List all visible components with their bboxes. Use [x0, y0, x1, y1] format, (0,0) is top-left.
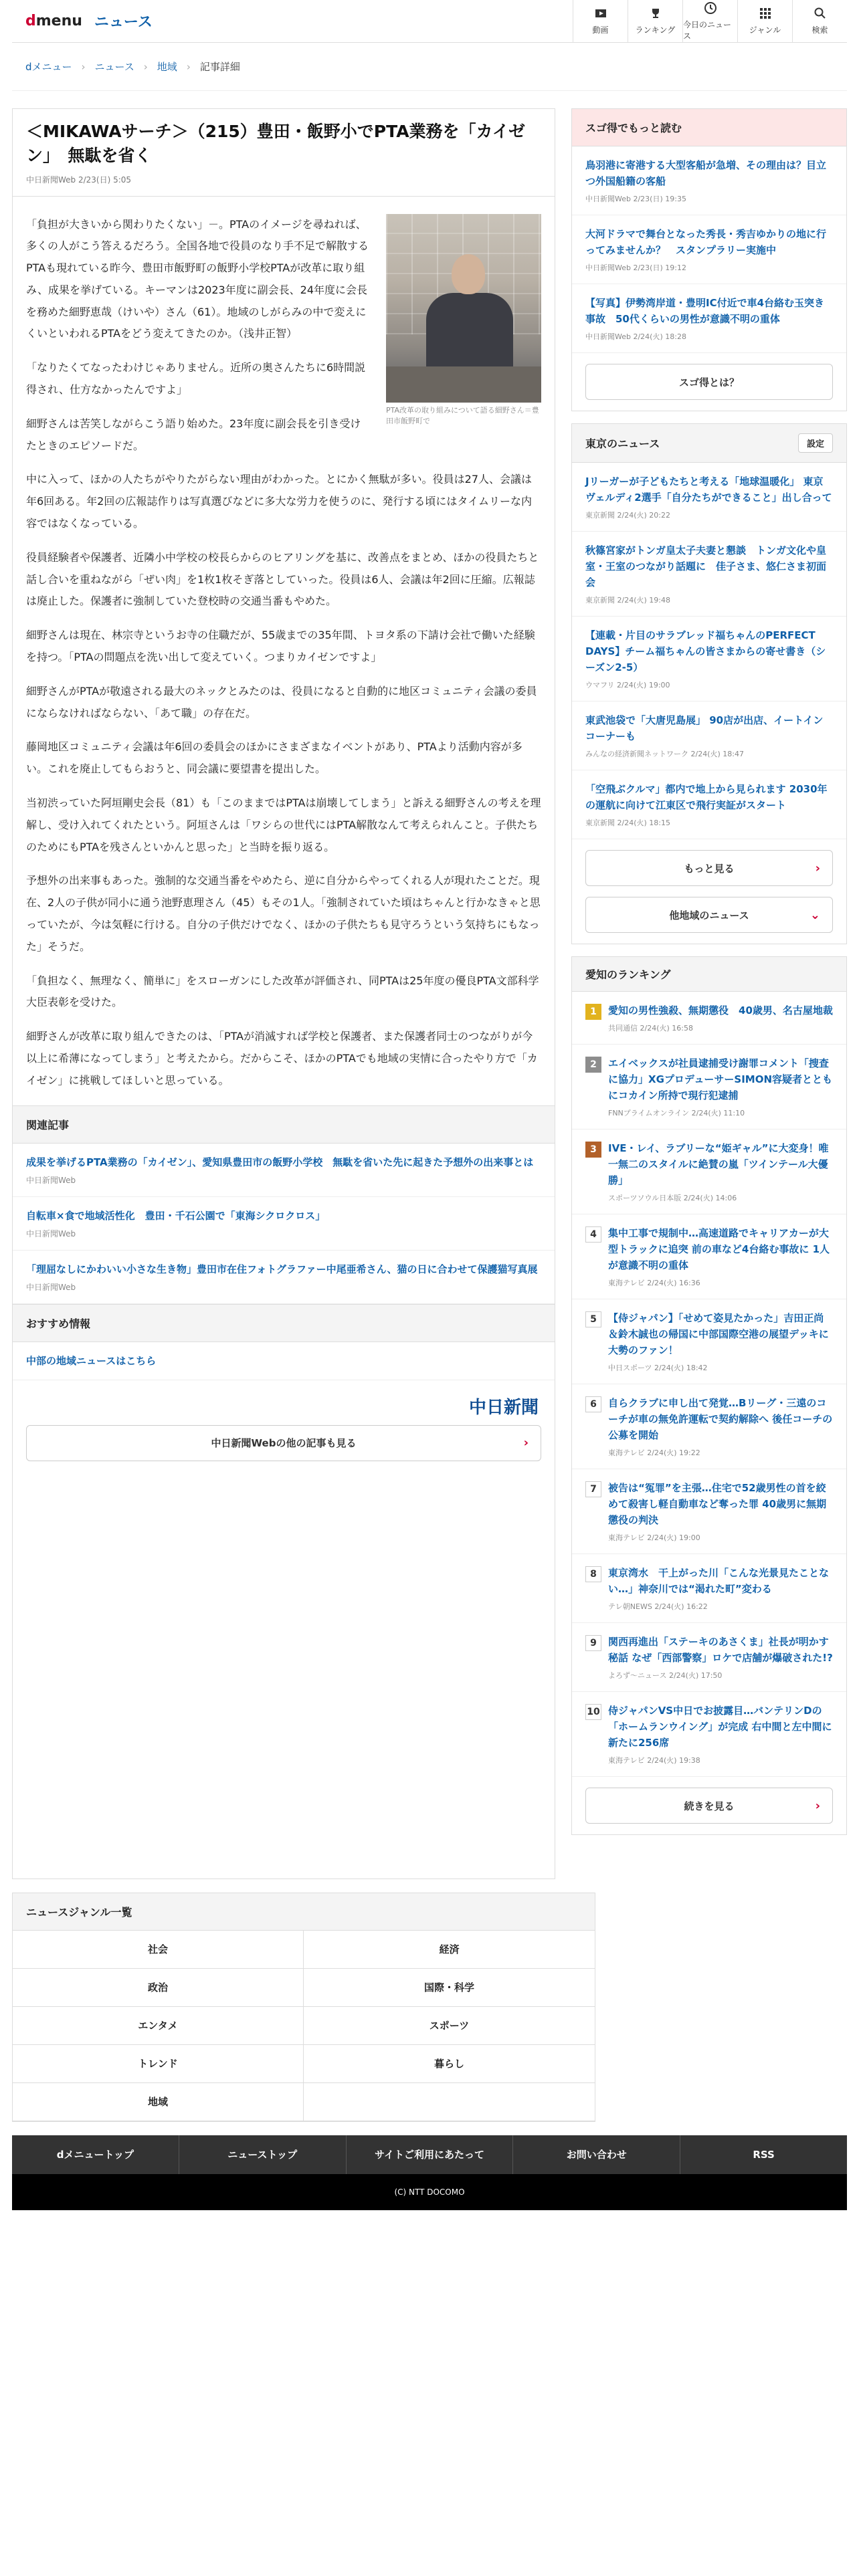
- rank-badge: 4: [585, 1226, 601, 1243]
- chevron-right-icon: ›: [186, 60, 191, 73]
- rank-badge: 9: [585, 1635, 601, 1651]
- genre-item[interactable]: 政治: [13, 1969, 304, 2007]
- ranking-link[interactable]: 集中工事で規制中…高速道路でキャリアカーが大型トラックに追突 前の車など4台絡む事故に 1人が意識不明の重体: [608, 1227, 830, 1271]
- ranking-link[interactable]: 被告は“冤罪”を主張…住宅で52歳男性の首を絞めて殺害し軽自動車など奪った罪 40歳男に無期懲役の判決: [608, 1482, 827, 1526]
- ranking-link[interactable]: 関西再進出「ステーキのあさくま」社長が明かす秘話 なぜ「西部警察」ロケで店舗が爆破された!?: [608, 1636, 833, 1664]
- rank-badge: 5: [585, 1311, 601, 1327]
- nav-search[interactable]: 検索: [792, 0, 847, 43]
- ranking-more-button[interactable]: 続きを見る ›: [585, 1788, 833, 1824]
- breadcrumb: [12, 43, 847, 91]
- article-paragraph: 藤岡地区コミュニティ会議は年6回の委員会のほかにさまざまなイベントがあり、PTAより活動内容が多い。これを廃止してもらおうと、同会議に要望書を提出した。: [26, 740, 522, 776]
- article-paragraph: 細野さんは現在、林宗寺というお寺の住職だが、55歳までの35年間、トヨタ系の下請け会社で働いた経験を持つ。「PTAの問題点を洗い出して変えていく。つまりカイゼンですよ」: [26, 629, 535, 664]
- grid-icon: [759, 7, 772, 20]
- search-icon: [814, 7, 827, 20]
- article-figure[interactable]: [386, 214, 541, 427]
- tokyo-item: Jリーガーが子どもたちと考える「地球温暖化」 東京ヴェルディ2選手「自分たちができること」出し合って 東京新聞 2/24(火) 20:22: [572, 463, 846, 532]
- rank-badge: 1: [585, 1004, 601, 1020]
- sugotoku-item: 鳥羽港に寄港する大型客船が急増、その理由は？目立つ外国船籍の客船 中日新聞Web 2/23(日) 19:35: [572, 146, 846, 215]
- footer-link[interactable]: dメニュートップ: [12, 2135, 179, 2174]
- sugotoku-link[interactable]: 鳥羽港に寄港する大型客船が急増、その理由は？目立つ外国船籍の客船: [585, 159, 827, 187]
- rank-badge: 8: [585, 1566, 601, 1582]
- chevron-right-icon: ›: [815, 1798, 820, 1813]
- footer-link[interactable]: RSS: [753, 2148, 775, 2161]
- article-body: [13, 197, 555, 1092]
- ranking-item: 6 自らクラブに申し出て発覚…Bリーグ・三遠のコーチが車の無免許運転で契約解除へ 後任コーチの公募を開始 東海テレビ 2/24(火) 19:22: [572, 1384, 846, 1469]
- rank-badge: 2: [585, 1057, 601, 1073]
- tokyo-link[interactable]: Jリーガーが子どもたちと考える「地球温暖化」 東京ヴェルディ2選手「自分たちができること」出し合って: [585, 475, 832, 504]
- article-paragraph: 細野さんが改革に取り組んできたのは、「PTAが消滅すれば学校と保護者、また保護者同士のつながりが今以上に希薄になってしまう」と考えたから。だからこそ、ほかのPTAでも地域の実情に合ったやり方で「カイゼン」に挑戦してほしいと思っている。: [26, 1030, 538, 1087]
- news-logo[interactable]: ニュース: [94, 14, 153, 31]
- genre-item[interactable]: トレンド: [13, 2045, 304, 2083]
- footer-link[interactable]: お問い合わせ: [513, 2135, 680, 2174]
- tokyo-more-button[interactable]: もっと見る ›: [585, 850, 833, 886]
- genre-item-empty: [304, 2083, 595, 2121]
- tokyo-link[interactable]: 【連載・片目のサラブレッド福ちゃんのPERFECT DAYS】チーム福ちゃんの皆さまからの寄せ書き（シーズン2-5）: [585, 629, 826, 673]
- logo-area: [12, 11, 153, 31]
- genre-item[interactable]: 社会: [13, 1931, 304, 1969]
- footer-nav: [12, 2135, 847, 2174]
- rank-badge: 3: [585, 1142, 601, 1158]
- genre-item[interactable]: スポーツ: [304, 2007, 595, 2045]
- nav-genre[interactable]: ジャンル: [737, 0, 792, 43]
- ranking-link[interactable]: 侍ジャパンVS中日でお披露目…バンテリンDの「ホームランウイング」が完成 右中間と左中間に新たに256席: [608, 1705, 832, 1749]
- article-paragraph: 「なりたくてなったわけじゃありません。近所の奥さんたちに6時間説得され、仕方なかったんですよ」: [26, 361, 366, 397]
- rank-badge: 7: [585, 1481, 601, 1497]
- tokyo-link[interactable]: 東武池袋で「大唐児島展」 90店が出店、イートインコーナーも: [585, 714, 824, 742]
- related-heading: 関連記事: [13, 1106, 555, 1144]
- ranking-link[interactable]: 愛知の男性強殺、無期懲役 40歳男、名古屋地裁: [608, 1004, 833, 1016]
- ranking-link[interactable]: エイベックスが社員逮捕受け謝罪コメント「捜査に協力」XGプロデューサーSIMON容疑者とともにコカイン所持で現行犯逮捕: [608, 1057, 833, 1101]
- ranking-link[interactable]: 【侍ジャパン】「せめて姿見たかった」吉田正尚＆鈴木誠也の帰国に中部国際空港の展望デッキに大勢のファン！: [608, 1312, 829, 1356]
- article-paragraph: 細野さんがPTAが敬遠される最大のネックとみたのは、役員になると自動的に地区コミュニティ会議の委員にならなければならない、「あて職」の存在だ。: [26, 684, 537, 720]
- chevron-right-icon: ›: [815, 861, 820, 875]
- ranking-item: 2 エイベックスが社員逮捕受け謝罪コメント「捜査に協力」XGプロデューサーSIMON容疑者とともにコカイン所持で現行犯逮捕 FNNプライムオンライン 2/24(火) 11:10: [572, 1045, 846, 1130]
- breadcrumb-region[interactable]: 地域: [157, 61, 177, 73]
- genre-item[interactable]: エンタメ: [13, 2007, 304, 2045]
- clock-icon: [704, 1, 717, 15]
- footer-link[interactable]: ニューストップ: [179, 2135, 347, 2174]
- tokyo-link[interactable]: 「空飛ぶクルマ」都内で地上から見られます 2030年の運航に向けて江東区で飛行実証がスタート: [585, 783, 828, 811]
- video-icon: [594, 7, 607, 20]
- breadcrumb-current: 記事詳細: [199, 61, 240, 73]
- genre-list: [12, 1893, 595, 2122]
- sugotoku-link[interactable]: 【写真】伊勢湾岸道・豊明IC付近で車4台絡む玉突き事故 50代くらいの男性が意識不明の重体: [585, 297, 825, 325]
- genre-item[interactable]: 暮らし: [304, 2045, 595, 2083]
- genre-item[interactable]: 地域: [13, 2083, 304, 2121]
- article-paragraph: 当初渋っていた阿垣剛史会長（81）も「このままではPTAは崩壊してしまう」と訴える細野さんの考えを理解し、受け入れてくれたという。阿垣さんは「ワシらの世代にはPTA解散なんて考えられんこと。子供たちのためにもPTAを残さんといかんと思った」と当時を振り返る。: [26, 796, 541, 853]
- header-nav: [573, 0, 847, 43]
- ranking-item: 9 関西再進出「ステーキのあさくま」社長が明かす秘話 なぜ「西部警察」ロケで店舗が爆破された!? よろず〜ニュース 2/24(火) 17:50: [572, 1623, 846, 1692]
- ranking-item: 1 愛知の男性強殺、無期懲役 40歳男、名古屋地裁 共同通信 2/24(火) 16:58: [572, 992, 846, 1045]
- tokyo-heading-bar: [572, 424, 846, 463]
- rank-badge: 10: [585, 1704, 601, 1720]
- related-item: 「理屈なしにかわいい小さな生き物」豊田市在住フォトグラファー中尾亜希さん、猫の日に合わせて保護猫写真展 中日新聞Web: [13, 1251, 555, 1304]
- genre-item[interactable]: 国際・科学: [304, 1969, 595, 2007]
- nav-today[interactable]: 今日のニュース: [682, 0, 737, 43]
- article-column: [12, 108, 555, 1879]
- footer-link[interactable]: サイトご利用にあたって: [347, 2135, 514, 2174]
- publisher-more-button[interactable]: 中日新聞Webの他の記事も見る ›: [26, 1425, 541, 1461]
- article-paragraph: 「負担が大きいから関わりたくない」－。PTAのイメージを尋ねれば、多くの人がこう答えるだろう。全国各地で役員のなり手不足で解散するPTAも現れている昨今、豊田市飯野町の飯野小学校PTAが改革に取り組み、成果を挙げている。キーマンは2023年度に副会長、24年度に会長を務めた細野恵哉（けいや）さん（61）。地域のしがらみの中で変えにくいといわれるPTAをどう変えてきたのか。（浅井正智）: [26, 217, 369, 340]
- ranking-link[interactable]: 自らクラブに申し出て発覚…Bリーグ・三遠のコーチが車の無免許運転で契約解除へ 後任コーチの公募を開始: [608, 1397, 833, 1441]
- tokyo-item: 秋篠宮家がトンガ皇太子夫妻と懇談 トンガ文化や皇室・王室のつながり話題に 佳子さま、悠仁さま初面会 東京新聞 2/24(火) 19:48: [572, 532, 846, 617]
- other-region-button[interactable]: 他地域のニュース ⌄: [585, 897, 833, 933]
- ranking-item: 5 【侍ジャパン】「せめて姿見たかった」吉田正尚＆鈴木誠也の帰国に中部国際空港の展望デッキに大勢のファン！ 中日スポーツ 2/24(火) 18:42: [572, 1299, 846, 1384]
- ranking-item: 3 IVE・レイ、ラブリーな“姫ギャル”に大変身！唯一無二のスタイルに絶賛の嵐「ツインテール大優勝」 スポーツソウル日本版 2/24(火) 14:06: [572, 1130, 846, 1214]
- sugotoku-item: 【写真】伊勢湾岸道・豊明IC付近で車4台絡む玉突き事故 50代くらいの男性が意識不明の重体 中日新聞Web 2/24(火) 18:28: [572, 284, 846, 353]
- article-paragraph: 役員経験者や保護者、近隣小中学校の校長らからのヒアリングを基に、改善点をまとめ、ほかの役員たちと話し合いを重ねながら「ぜい肉」を1枚1枚そぎ落としていった。役員は6人、会議は年2回に圧縮。広報誌は廃止した。保護者に強制していた登校時の交通当番もやめた。: [26, 550, 539, 608]
- sugotoku-box: [571, 108, 847, 411]
- tokyo-link[interactable]: 秋篠宮家がトンガ皇太子夫妻と懇談 トンガ文化や皇室・王室のつながり話題に 佳子さま、悠仁さま初面会: [585, 544, 827, 588]
- related-item: 成果を挙げるPTA業務の「カイゼン」、愛知県豊田市の飯野小学校 無駄を省いた先に起きた予想外の出来事とは 中日新聞Web: [13, 1144, 555, 1197]
- ranking-link[interactable]: IVE・レイ、ラブリーな“姫ギャル”に大変身！唯一無二のスタイルに絶賛の嵐「ツインテール大優勝」: [608, 1142, 829, 1186]
- tokyo-news-box: [571, 423, 847, 944]
- copyright: (C) NTT DOCOMO: [12, 2174, 847, 2210]
- article-paragraph: 細野さんは苦笑しながらこう語り始めた。23年度に副会長を引き受けたときのエピソードだ。: [26, 417, 361, 452]
- related-link[interactable]: 成果を挙げるPTA業務の「カイゼン」、愛知県豊田市の飯野小学校 無駄を省いた先に起きた予想外の出来事とは: [26, 1156, 534, 1168]
- sugotoku-heading: スゴ得でもっと読む: [572, 109, 846, 146]
- site-header: [12, 0, 847, 43]
- sugotoku-item: 大河ドラマで舞台となった秀長・秀吉ゆかりの地に行ってみませんか？ スタンプラリー実施中 中日新聞Web 2/23(日) 19:12: [572, 215, 846, 284]
- related-item: 自転車×食で地域活性化 豊田・千石公園で「東海シクロクロス」 中日新聞Web: [13, 1197, 555, 1251]
- sugotoku-link[interactable]: 大河ドラマで舞台となった秀長・秀吉ゆかりの地に行ってみませんか？ スタンプラリー実施中: [585, 228, 827, 256]
- recommend-heading: おすすめ情報: [13, 1305, 555, 1342]
- ranking-box: [571, 956, 847, 1835]
- tokyo-heading: 東京のニュース: [585, 437, 660, 450]
- chevron-right-icon: ›: [143, 60, 148, 73]
- breadcrumb-dmenu[interactable]: dメニュー: [25, 61, 72, 73]
- article-paragraph: 「負担なく、無理なく、簡単に」をスローガンにした改革が評価され、同PTAは25年度の優良PTA文部科学大臣表彰を受けた。: [26, 974, 539, 1009]
- ranking-heading-bar: [572, 957, 846, 992]
- nav-video[interactable]: 動画: [573, 0, 628, 43]
- ranking-link[interactable]: 東京湾水 干上がった川「こんな光景見たことない…」神奈川では“渇れた町”変わる: [608, 1567, 830, 1595]
- recommend-section: [13, 1304, 555, 1380]
- recommend-link[interactable]: 中部の地域ニュースはこちら: [26, 1354, 157, 1367]
- settings-button[interactable]: 設定: [798, 433, 833, 453]
- dmenu-logo[interactable]: dmenu: [25, 13, 82, 29]
- rank-badge: 6: [585, 1396, 601, 1412]
- genre-heading: ニュースジャンル一覧: [13, 1893, 595, 1931]
- article-photo[interactable]: [386, 214, 541, 403]
- related-section: [13, 1105, 555, 1304]
- ranking-heading: 愛知のランキング: [585, 968, 671, 981]
- genre-item[interactable]: 経済: [304, 1931, 595, 1969]
- ranking-item: 4 集中工事で規制中…高速道路でキャリアカーが大型トラックに追突 前の車など4台絡む事故に 1人が意識不明の重体 東海テレビ 2/24(火) 16:36: [572, 1214, 846, 1299]
- article-meta: 中日新聞Web 2/23(日) 5:05: [13, 169, 555, 197]
- trophy-icon: [649, 7, 662, 20]
- tokyo-item: 東武池袋で「大唐児島展」 90店が出店、イートインコーナーも みんなの経済新聞ネットワーク 2/24(火) 18:47: [572, 702, 846, 770]
- tokyo-item: 【連載・片目のサラブレッド福ちゃんのPERFECT DAYS】チーム福ちゃんの皆さまからの寄せ書き（シーズン2-5） ウマフリ 2/24(火) 19:00: [572, 617, 846, 702]
- sugotoku-about-button[interactable]: スゴ得とは？: [585, 364, 833, 400]
- ranking-item: 10 侍ジャパンVS中日でお披露目…バンテリンDの「ホームランウイング」が完成 右中間と左中間に新たに256席 東海テレビ 2/24(火) 19:38: [572, 1692, 846, 1777]
- chevron-down-icon: ⌄: [809, 907, 820, 922]
- publisher-logo: 中日新聞: [468, 1397, 539, 1418]
- chevron-right-icon: ›: [81, 60, 86, 73]
- ranking-item: 8 東京湾水 干上がった川「こんな光景見たことない…」神奈川では“渇れた町”変わる テレ朝NEWS 2/24(火) 16:22: [572, 1554, 846, 1623]
- article-title: ＜MIKAWAサーチ＞（215）豊田・飯野小でPTA業務を「カイゼン」 無駄を省く: [26, 122, 526, 166]
- genre-grid: [13, 1931, 595, 2121]
- tokyo-item: 「空飛ぶクルマ」都内で地上から見られます 2030年の運航に向けて江東区で飛行実証がスタート 東京新聞 2/24(火) 18:15: [572, 770, 846, 839]
- photo-caption: PTA改革の取り組みについて語る細野さん＝豊田市飯野町で: [386, 405, 539, 425]
- article-paragraph: 中に入って、ほかの人たちがやりたがらない理由がわかった。とにかく無駄が多い。役員は27人、会議は年6回ある。年2回の広報誌作りは写真選びなどに多大な労力を使うのに、発行する頃にはタイムリーな内容ではなくなっている。: [26, 473, 533, 530]
- nav-ranking[interactable]: ランキング: [628, 0, 682, 43]
- recommend-item: [13, 1342, 555, 1380]
- article-paragraph: 予想外の出来事もあった。強制的な交通当番をやめたら、逆に自分からやってくれる人が現れたことだ。現在、2人の子供が同小に通う池野恵理さん（45）もその1人。「強制されていた頃はちゃんと行かなきゃと思っていたが、今は気軽に行ける。自分の子供だけでなく、ほかの子供たちも見守ろうという気持ちにもなった」そうだ。: [26, 874, 541, 953]
- sidebar: [571, 108, 847, 1879]
- ranking-item: 7 被告は“冤罪”を主張…住宅で52歳男性の首を絞めて殺害し軽自動車など奪った罪 40歳男に無期懲役の判決 東海テレビ 2/24(火) 19:00: [572, 1469, 846, 1554]
- chevron-right-icon: ›: [523, 1436, 529, 1451]
- breadcrumb-news[interactable]: ニュース: [94, 61, 134, 73]
- related-link[interactable]: 自転車×食で地域活性化 豊田・千石公園で「東海シクロクロス」: [26, 1209, 326, 1222]
- related-link[interactable]: 「理屈なしにかわいい小さな生き物」豊田市在住フォトグラファー中尾亜希さん、猫の日に合わせて保護猫写真展: [26, 1263, 538, 1275]
